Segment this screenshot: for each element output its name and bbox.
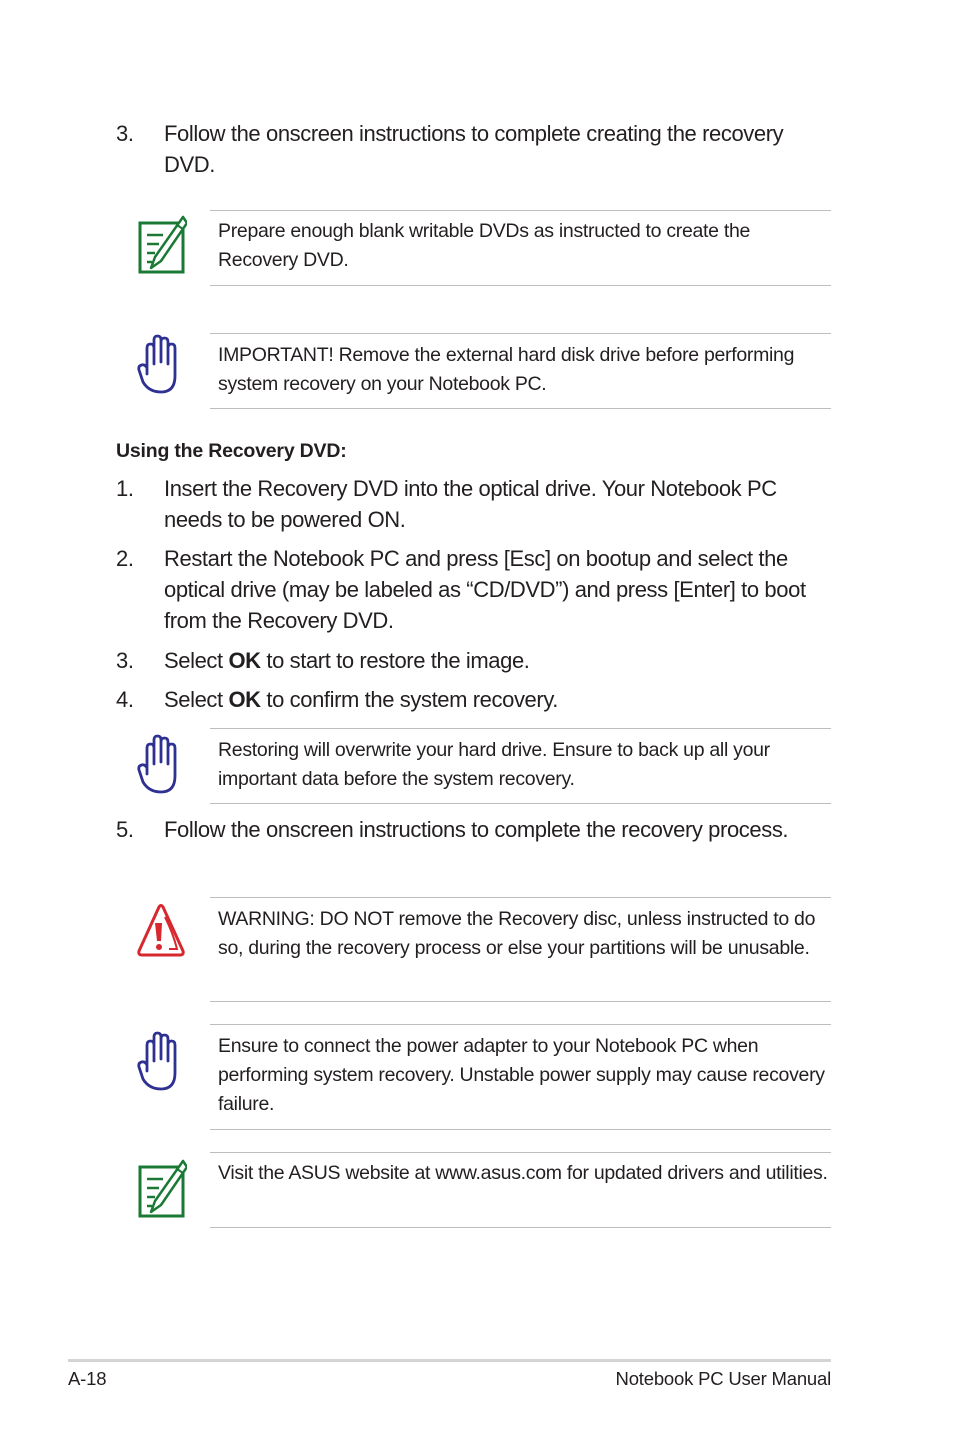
step-text <box>164 645 836 676</box>
ok-keyword: OK <box>228 648 261 673</box>
note-blank-dvds <box>210 210 831 286</box>
ok-keyword: OK <box>228 687 261 712</box>
note-text: IMPORTANT! Remove the external hard disk drive before performing system recovery on your Notebook PC. <box>218 344 795 395</box>
caution-overwrite <box>210 728 831 804</box>
step-text <box>164 684 836 715</box>
step-text: Restart the Notebook PC and press [Esc] on bootup and select the optical drive (may be labeled as “CD/DVD”) and press [Enter] to boot from the Recovery DVD. <box>164 546 806 633</box>
manual-title: Notebook PC User Manual <box>615 1368 831 1389</box>
step-number: 4. <box>116 687 134 712</box>
note-text: Ensure to connect the power adapter to your Notebook PC when performing system recovery. Unstable power supply may cause recovery failure. <box>218 1035 825 1115</box>
step-number: 1. <box>116 476 134 501</box>
step-text-pre: Select <box>164 687 229 712</box>
caution-hand-icon <box>137 334 183 396</box>
warning-triangle-icon <box>135 903 187 961</box>
note-asus-website <box>210 1152 831 1228</box>
step-2 <box>116 543 836 636</box>
note-pencil-icon <box>137 1159 187 1219</box>
step-text: Follow the onscreen instructions to complete the recovery process. <box>164 817 789 842</box>
footer-divider <box>68 1359 831 1362</box>
note-text: Visit the ASUS website at www.asus.com for updated drivers and utilities. <box>218 1162 828 1184</box>
top-step-3 <box>116 118 836 180</box>
step-number: 3. <box>116 648 134 673</box>
note-pencil-icon <box>137 215 187 275</box>
step-text: Insert the Recovery DVD into the optical drive. Your Notebook PC needs to be powered ON. <box>164 476 777 532</box>
step-number: 5. <box>116 817 134 842</box>
note-text: Prepare enough blank writable DVDs as instructed to create the Recovery DVD. <box>218 220 751 271</box>
step-5 <box>116 814 836 845</box>
warning-do-not-remove-disc <box>210 897 831 1002</box>
caution-power-adapter <box>210 1024 831 1130</box>
step-text-post: to start to restore the image. <box>260 648 530 673</box>
note-text: Restoring will overwrite your hard drive. Ensure to back up all your important data before the system recovery. <box>218 739 770 790</box>
caution-hand-icon <box>137 1031 183 1093</box>
note-text: WARNING: DO NOT remove the Recovery disc, unless instructed to do so, during the recovery process or else your partitions will be unusable. <box>218 908 816 959</box>
page-number: A-18 <box>68 1368 107 1389</box>
step-number: 3. <box>116 121 134 146</box>
section-heading: Using the Recovery DVD: <box>116 440 347 462</box>
step-text-pre: Select <box>164 648 229 673</box>
step-1 <box>116 473 836 535</box>
step-4 <box>116 684 836 715</box>
caution-remove-hdd <box>210 333 831 409</box>
step-number: 2. <box>116 546 134 571</box>
step-text-post: to confirm the system recovery. <box>260 687 558 712</box>
step-3 <box>116 645 836 676</box>
step-text: Follow the onscreen instructions to complete creating the recovery DVD. <box>164 121 784 177</box>
caution-hand-icon <box>137 734 183 796</box>
